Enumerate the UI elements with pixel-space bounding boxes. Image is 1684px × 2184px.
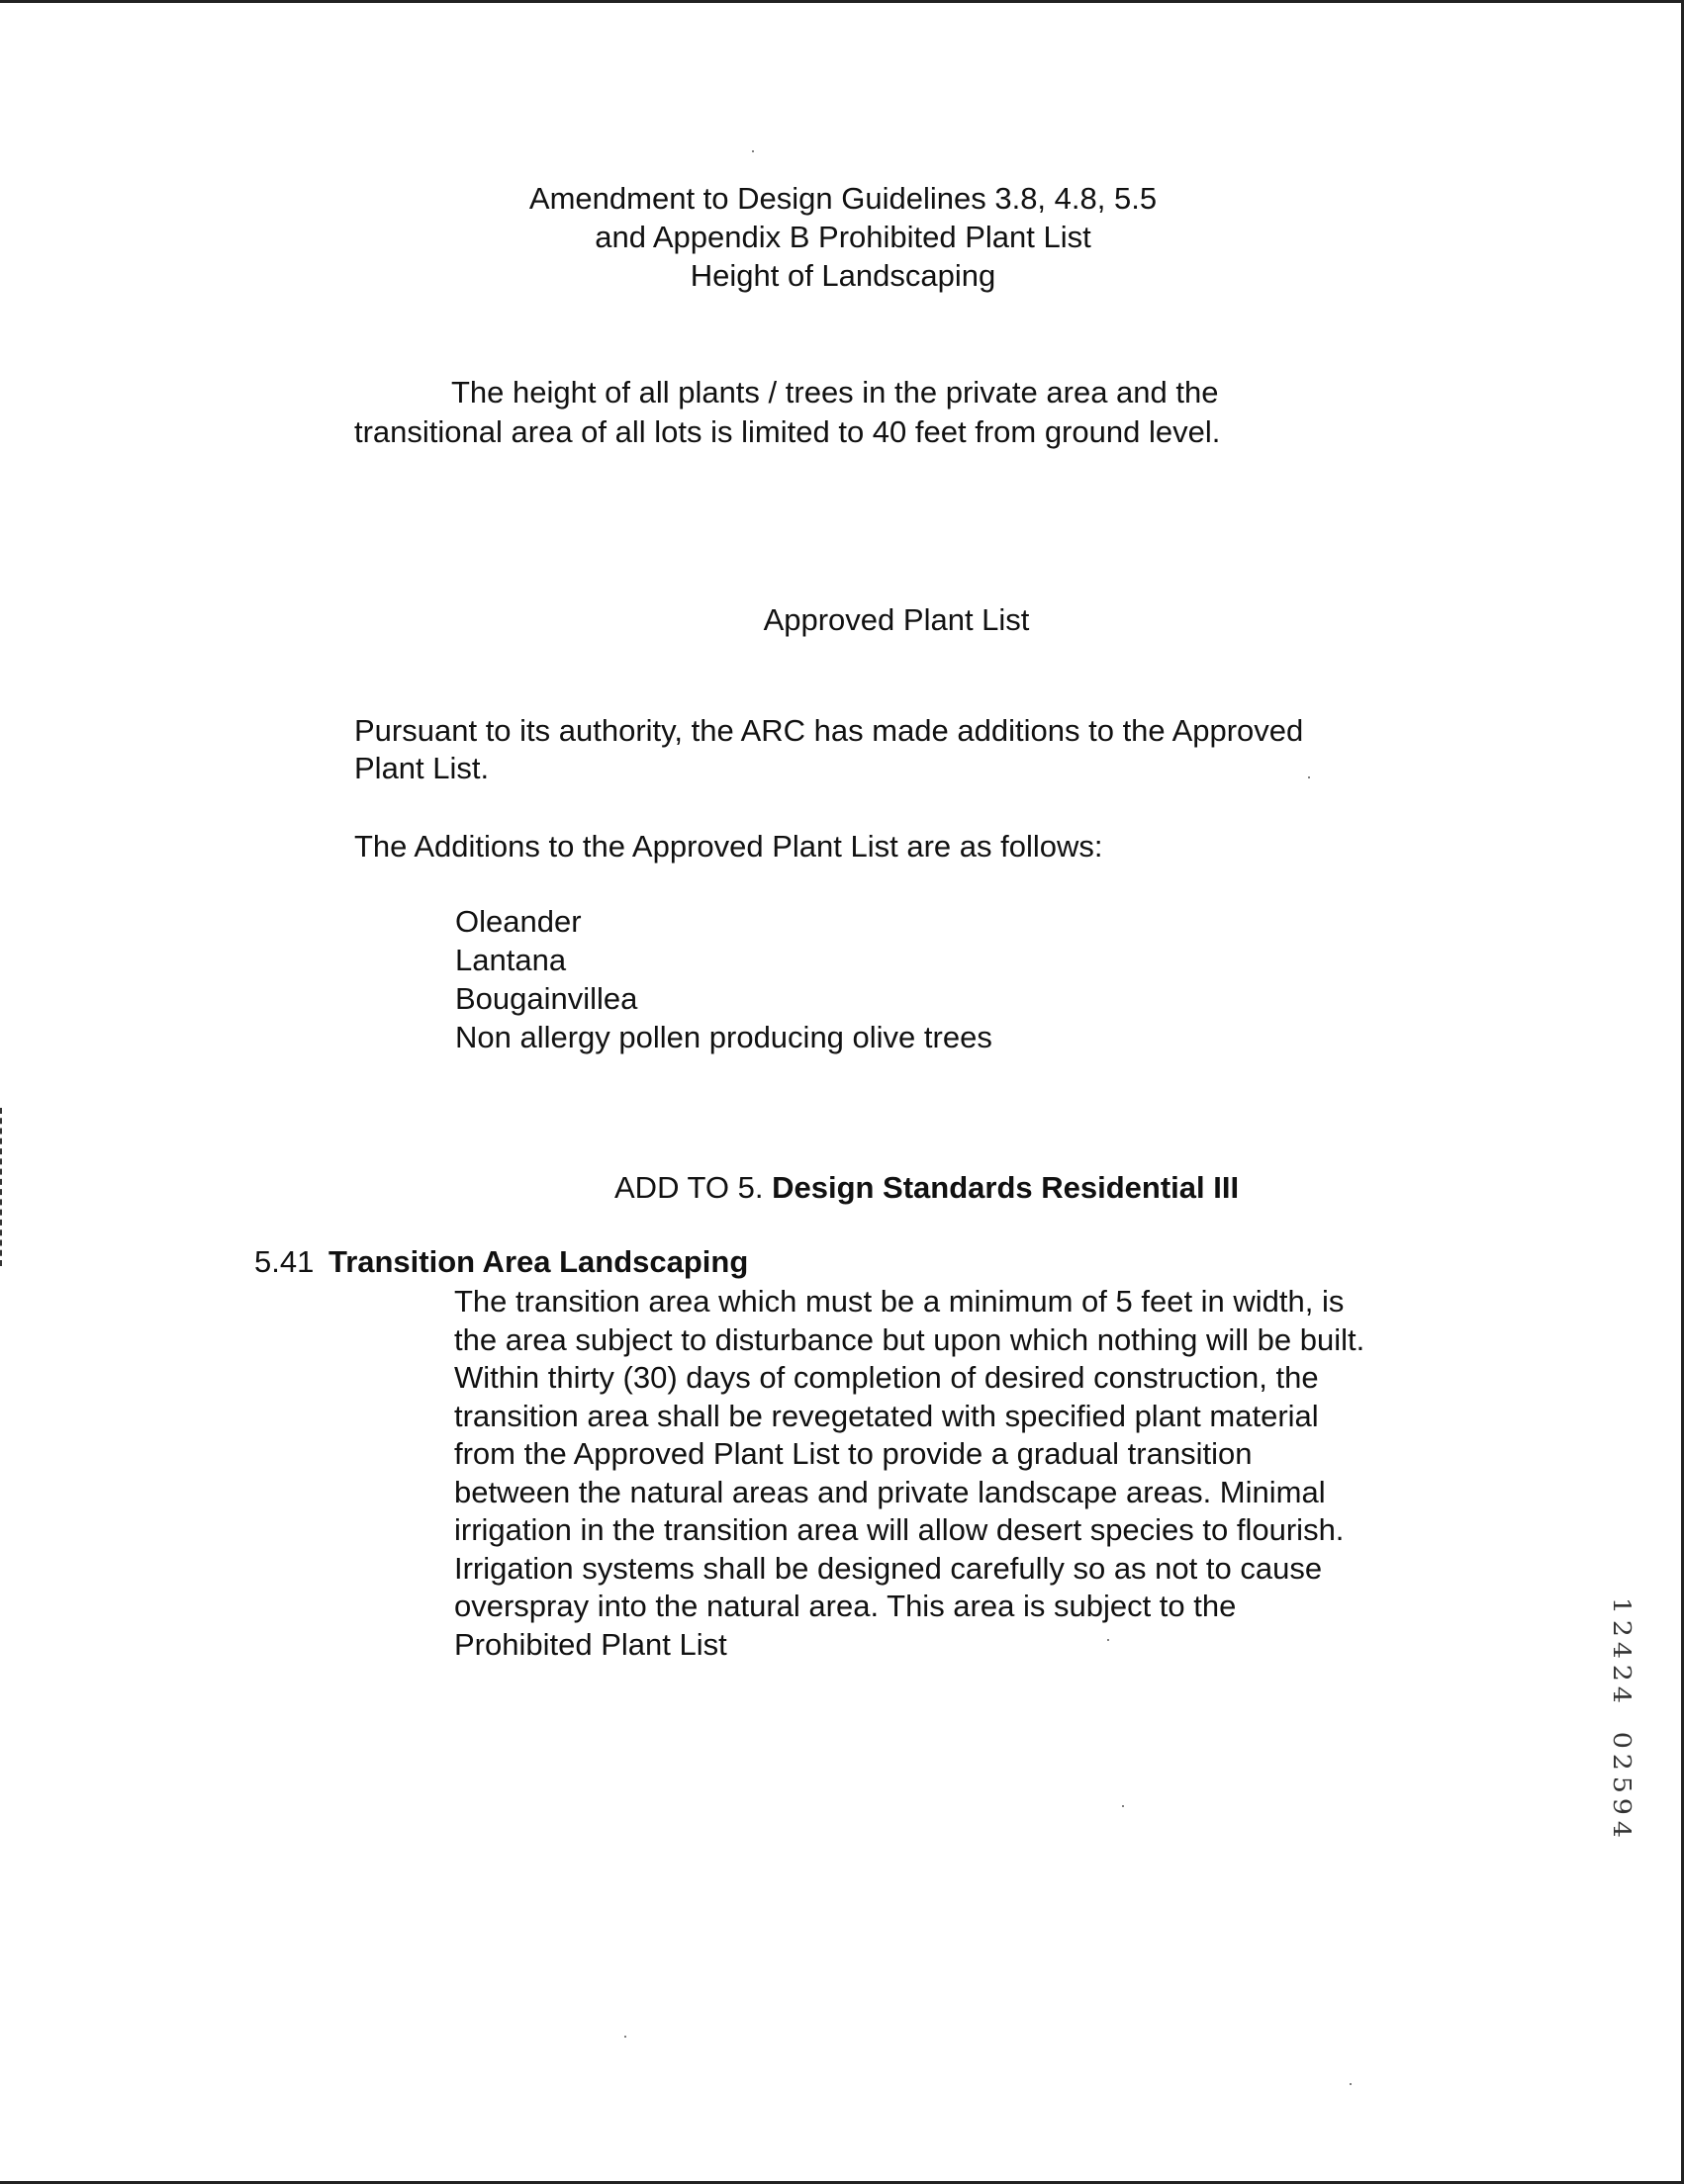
header-line: and Appendix B Prohibited Plant List [595,220,1091,254]
stamp-digit: 2 [1607,1753,1636,1772]
section-number: 5.41 [254,1244,315,1279]
paragraph-line: Pursuant to its authority, the ARC has made additions to the Approved [354,713,1304,748]
plant-list-item: Non allergy pollen producing olive trees [455,1020,992,1054]
plant-list-item: Lantana [455,943,567,977]
section-body-line: Irrigation systems shall be designed carefully so as not to cause [454,1550,1323,1586]
scan-speck [752,150,754,152]
scan-edge-left-marks [0,1108,5,1266]
stamp-digit: 9 [1607,1798,1636,1816]
document-stamp-number [1607,1594,1636,1841]
section-body-line: the area subject to disturbance but upon which nothing will be built. [454,1321,1365,1357]
document-header [0,179,1684,295]
section-body-line: irrigation in the transition area will allow desert species to flourish. [454,1512,1345,1547]
stamp-digit: 2 [1607,1664,1636,1682]
paragraph-line: The height of all plants / trees in the private area and the [451,375,1219,410]
scan-speck [1350,2083,1352,2085]
section-title: Transition Area Landscaping [327,1244,749,1279]
section-body-line: The transition area which must be a minimum of 5 feet in width, is [454,1284,1345,1319]
section-body-line: overspray into the natural area. This area is subject to the [454,1589,1237,1623]
scan-speck [624,2036,626,2038]
stamp-digit: 2 [1607,1619,1636,1637]
plant-list-item: Oleander [455,904,582,939]
paragraph-line: Plant List. [354,751,490,785]
section-body-line: Prohibited Plant List [454,1626,727,1662]
paragraph-line: transitional area of all lots is limited to 40 feet from ground level. [354,414,1221,449]
add-to-title: Design Standards Residential III [772,1170,1240,1205]
add-to-heading [614,1168,1239,1208]
stamp-digit: 4 [1607,1820,1636,1838]
stamp-digit: 5 [1607,1775,1636,1793]
section-body-line: from the Approved Plant List to provide a gradual transition [454,1436,1253,1471]
approved-plant-list-title: Approved Plant List [763,602,1030,637]
additions-intro: The Additions to the Approved Plant List are as follows: [354,829,1103,864]
scan-edge-top [0,0,1684,3]
section-body-line: between the natural areas and private landscape areas. Minimal [454,1474,1326,1509]
section-heading [254,1242,748,1282]
plant-list [455,902,992,1056]
stamp-digit: 4 [1607,1641,1636,1660]
add-to-prefix: ADD TO 5. [614,1170,764,1205]
header-line: Height of Landscaping [690,258,996,293]
stamp-digit: 0 [1607,1731,1636,1749]
section-body [454,1283,1364,1664]
section-body-line: Within thirty (30) days of completion of desired construction, the [454,1360,1319,1395]
scan-speck [1308,776,1310,778]
plant-list-item: Bougainvillea [455,981,638,1016]
stamp-digit: 4 [1607,1686,1636,1704]
height-paragraph [0,373,1684,452]
scan-speck [1122,1805,1124,1807]
section-body-line: transition area shall be revegetated with specified plant material [454,1398,1319,1433]
authority-paragraph [354,712,1303,787]
header-line: Amendment to Design Guidelines 3.8, 4.8, 5.5 [528,181,1158,216]
stamp-digit: 1 [1607,1596,1636,1614]
